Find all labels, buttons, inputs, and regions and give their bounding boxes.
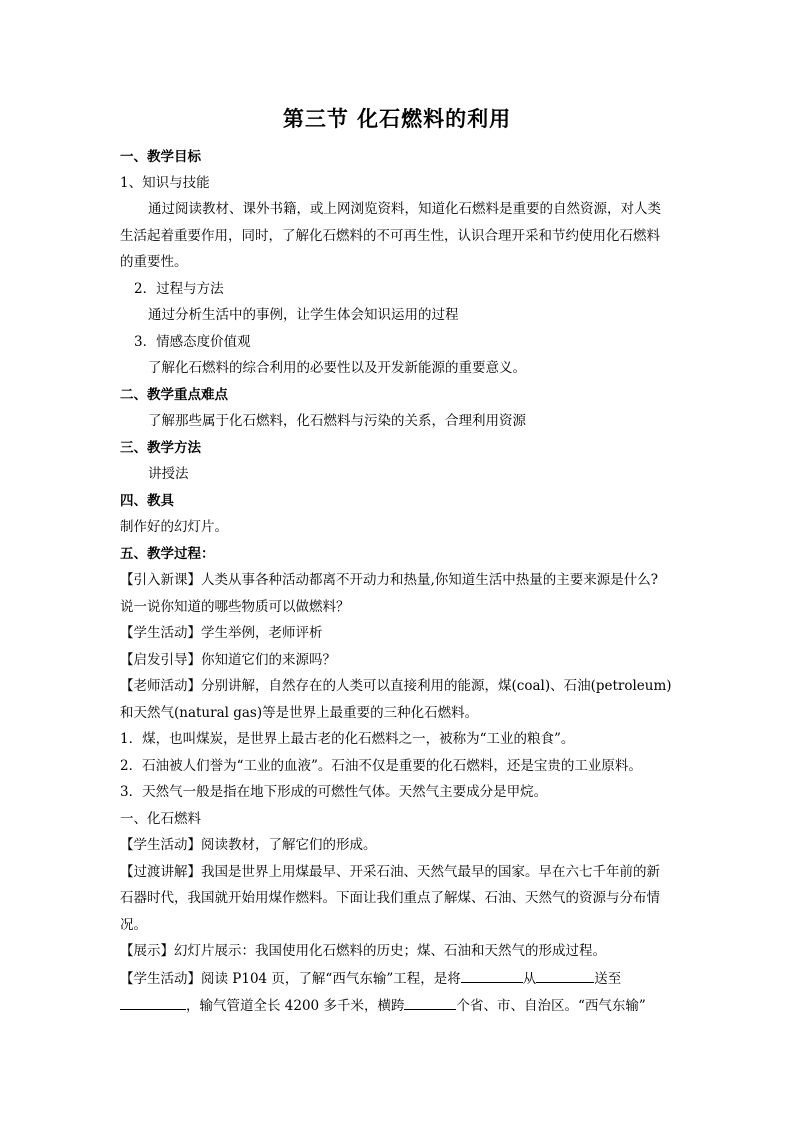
fill-blank[interactable] bbox=[536, 969, 594, 983]
activity-text: 人类从事各种活动都离不开动力和热量,你知道生活中热量的主要来源是什么? bbox=[201, 572, 659, 588]
activity-text: 个省、市、自治区。“西气东输” bbox=[456, 998, 646, 1014]
activity-text: 你知道它们的来源吗？ bbox=[201, 652, 336, 668]
activity-tag: 【学生活动】 bbox=[120, 837, 201, 853]
paragraph-line bbox=[120, 651, 680, 669]
list-item: 3．天然气一般是指在地下形成的可燃性气体。天然气主要成分是甲烷。 bbox=[120, 784, 548, 800]
paragraph-line: 讲授法 bbox=[148, 466, 189, 482]
paragraph-line: 的重要性。 bbox=[120, 254, 188, 270]
activity-tag: 【展示】 bbox=[120, 943, 174, 959]
activity-text: 从 bbox=[522, 971, 537, 987]
activity-text: 我国是世界上用煤最早、开采石油、天然气最早的国家。早在六七千年前的新 bbox=[201, 864, 660, 880]
subheading-attitude: 3．情感态度价值观 bbox=[134, 334, 251, 350]
subheading-knowledge: 1、知识与技能 bbox=[120, 175, 210, 191]
section-heading-methods: 三、教学方法 bbox=[120, 440, 201, 456]
paragraph-line bbox=[120, 836, 680, 854]
paragraph-line: 通过阅读教材、课外书籍，或上网浏览资料，知道化石燃料是重要的自然资源，对人类 bbox=[148, 201, 661, 217]
list-item: 1．煤，也叫煤炭，是世界上最古老的化石燃料之一，被称为“工业的粮食”。 bbox=[120, 731, 575, 747]
subheading-fossil-fuels: 一、化石燃料 bbox=[120, 811, 201, 827]
activity-text: 送至 bbox=[594, 971, 622, 987]
paragraph-line: 了解化石燃料的综合利用的必要性以及开发新能源的重要意义。 bbox=[148, 360, 526, 376]
fill-blank[interactable] bbox=[404, 996, 456, 1010]
activity-tag: 【学生活动】 bbox=[120, 971, 201, 987]
paragraph-line: 石器时代，我国就开始用煤作燃料。下面让我们重点了解煤、石油、天然气的资源与分布情 bbox=[120, 890, 660, 906]
paragraph-line: 生活起着重要作用，同时，了解化石燃料的不可再生性，认识合理开采和节约使用化石燃料 bbox=[120, 228, 660, 244]
activity-tag: 【老师活动】 bbox=[120, 678, 201, 694]
activity-text: 阅读 P104 页，了解“西气东输”工程，是将 bbox=[201, 971, 461, 987]
activity-text: 幻灯片展示：我国使用化石燃料的历史；煤、石油和天然气的形成过程。 bbox=[174, 943, 606, 959]
section-heading-process: 五、教学过程： bbox=[120, 546, 215, 562]
paragraph-line bbox=[120, 996, 680, 1015]
paragraph-line bbox=[120, 571, 680, 589]
subheading-process: 2．过程与方法 bbox=[134, 281, 224, 297]
fill-blank[interactable] bbox=[120, 996, 186, 1010]
paragraph-line bbox=[120, 969, 680, 988]
fill-blank[interactable] bbox=[461, 969, 523, 983]
activity-text: 分别讲解，自然存在的人类可以直接利用的能源，煤(coal)、石油(petroleum) bbox=[201, 678, 672, 694]
paragraph-line: 和天然气(natural gas)等是世界上最重要的三种化石燃料。 bbox=[120, 705, 479, 721]
section-heading-tools: 四、教具 bbox=[120, 493, 174, 509]
section-heading-keypoints: 二、教学重点难点 bbox=[120, 387, 228, 403]
paragraph-line: 况。 bbox=[120, 917, 147, 933]
paragraph-line: 说一说你知道的哪些物质可以做燃料？ bbox=[120, 599, 350, 615]
paragraph-line: 了解那些属于化石燃料，化石燃料与污染的关系，合理利用资源 bbox=[148, 413, 526, 429]
section-heading-objectives: 一、教学目标 bbox=[120, 149, 201, 165]
paragraph-line: 通过分析生活中的事例，让学生体会知识运用的过程 bbox=[148, 307, 459, 323]
paragraph-line bbox=[120, 624, 680, 642]
paragraph-line: 制作好的幻灯片。 bbox=[120, 519, 228, 535]
activity-text: ，输气管道全长 4200 多千米，横跨 bbox=[186, 998, 405, 1014]
page-title: 第三节 化石燃料的利用 bbox=[282, 106, 512, 131]
activity-tag: 【启发引导】 bbox=[120, 652, 201, 668]
paragraph-line bbox=[120, 863, 680, 881]
paragraph-line bbox=[120, 942, 680, 960]
activity-tag: 【过渡讲解】 bbox=[120, 864, 201, 880]
list-item: 2．石油被人们誉为“工业的血液”。石油不仅是重要的化石燃料，还是宝贵的工业原料。 bbox=[120, 758, 642, 774]
activity-tag: 【引入新课】 bbox=[120, 572, 201, 588]
activity-tag: 【学生活动】 bbox=[120, 625, 201, 641]
activity-text: 阅读教材，了解它们的形成。 bbox=[201, 837, 377, 853]
activity-text: 学生举例，老师评析 bbox=[201, 625, 323, 641]
paragraph-line bbox=[120, 677, 680, 695]
